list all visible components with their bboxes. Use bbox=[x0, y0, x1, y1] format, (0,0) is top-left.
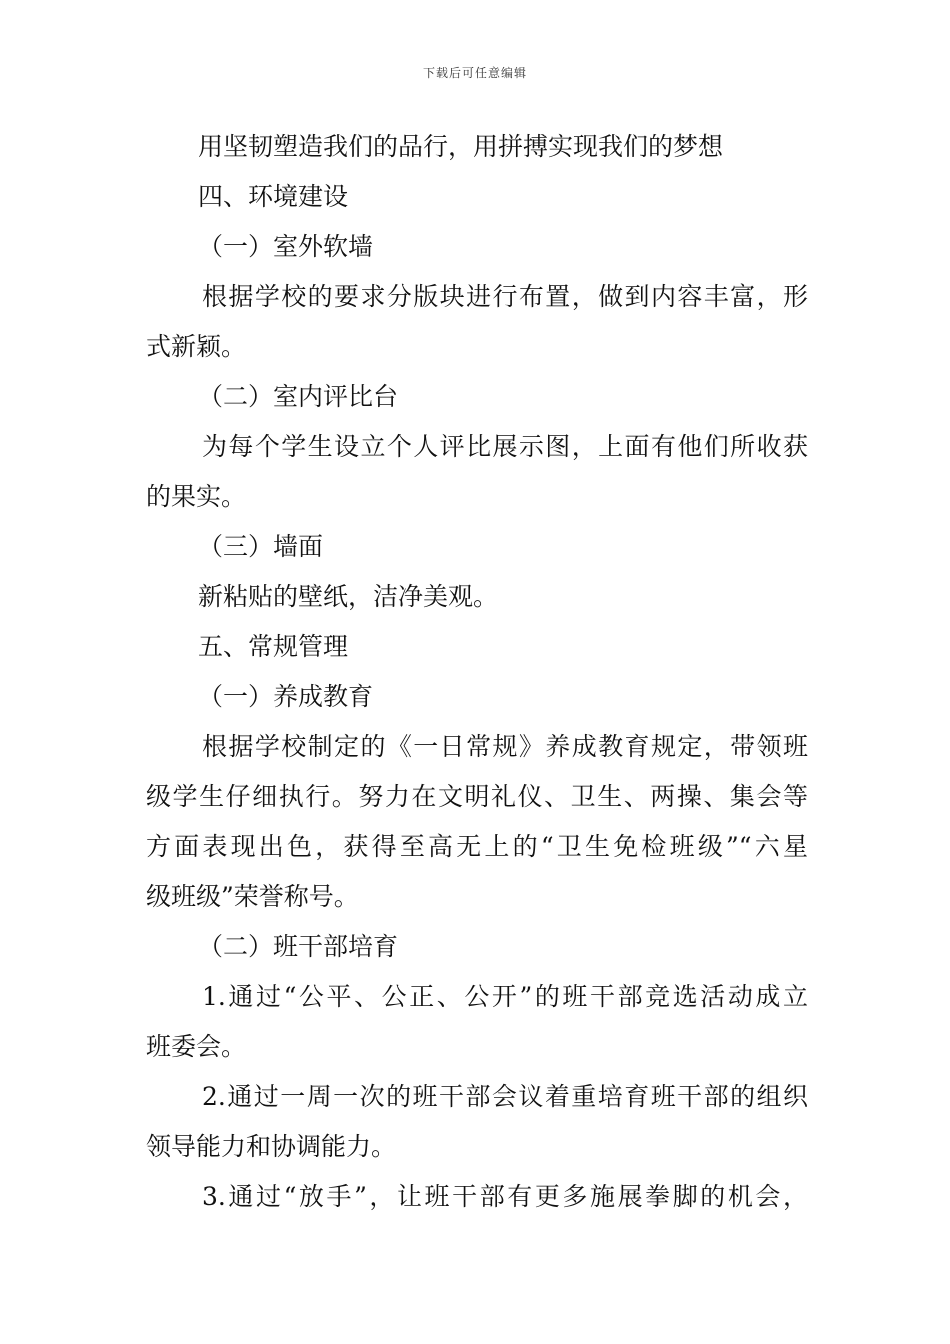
subsection-heading: （三）墙面 bbox=[198, 532, 324, 561]
paragraph-line: 3.通过“放手”，让班干部有更多施展拳脚的机会， bbox=[202, 1182, 808, 1211]
paragraph-line: 根据学校的要求分版块进行布置，做到内容丰富，形 bbox=[202, 282, 808, 311]
paragraph-line: 新粘贴的壁纸，洁净美观。 bbox=[198, 582, 499, 611]
paragraph-line: 级班级”荣誉称号。 bbox=[146, 882, 359, 911]
paragraph-line: 式新颖。 bbox=[146, 332, 247, 361]
document-body bbox=[146, 122, 808, 1222]
section-heading: 四、环境建设 bbox=[198, 182, 349, 211]
subsection-heading: （一）室外软墙 bbox=[198, 232, 374, 261]
paragraph-line: 为每个学生设立个人评比展示图，上面有他们所收获 bbox=[202, 432, 808, 461]
paragraph-line: 2.通过一周一次的班干部会议着重培育班干部的组织 bbox=[202, 1082, 808, 1111]
paragraph-line: 根据学校制定的《一日常规》养成教育规定，带领班 bbox=[202, 732, 808, 761]
paragraph-line: 班委会。 bbox=[146, 1032, 247, 1061]
subsection-heading: （一）养成教育 bbox=[198, 682, 374, 711]
paragraph-line: 方面表现出色，获得至高无上的“卫生免检班级”“六星 bbox=[146, 832, 808, 861]
paragraph-line: 级学生仔细执行。努力在文明礼仪、卫生、两操、集会等 bbox=[146, 782, 808, 811]
page-header: 下载后可任意编辑 bbox=[422, 66, 527, 80]
paragraph-line: 1.通过“公平、公正、公开”的班干部竞选活动成立 bbox=[202, 982, 808, 1011]
section-heading: 五、常规管理 bbox=[198, 632, 349, 661]
subsection-heading: （二）室内评比台 bbox=[198, 382, 399, 411]
subsection-heading: （二）班干部培育 bbox=[198, 932, 399, 961]
paragraph-line: 的果实。 bbox=[146, 482, 247, 511]
paragraph-line: 领导能力和协调能力。 bbox=[146, 1132, 397, 1161]
paragraph-line: 用坚韧塑造我们的品行，用拼搏实现我们的梦想 bbox=[198, 132, 724, 161]
